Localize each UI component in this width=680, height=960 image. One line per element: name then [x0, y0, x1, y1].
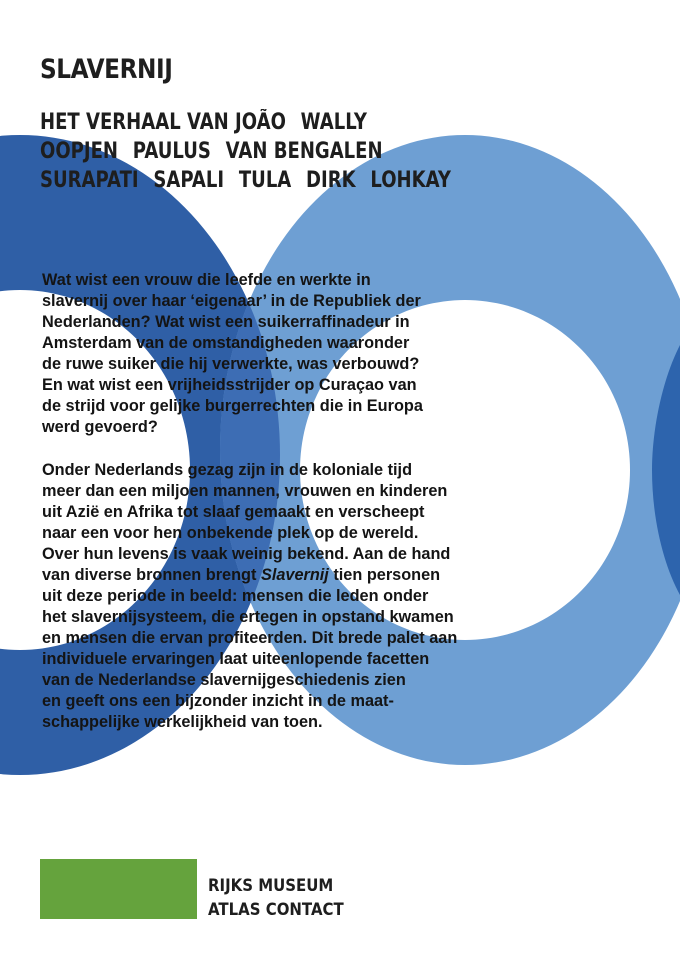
publisher-atlas-contact: ATLAS CONTACT: [208, 900, 344, 920]
book-title: SLAVERNIJ: [40, 54, 173, 85]
intro-paragraph: [42, 270, 642, 438]
text-line: de ruwe suiker die hij verwerkte, was verbouwd?: [42, 355, 420, 373]
text-line: En wat wist een vrijheidsstrijder op Curaçao van: [42, 376, 417, 394]
name-label: SURAPATI: [40, 168, 139, 193]
name-label: TULA: [238, 168, 292, 193]
text-line: Amsterdam van de omstandigheden waaronder: [42, 334, 410, 352]
name-label: SAPALI: [153, 168, 225, 193]
subtitle-row: [40, 166, 466, 195]
text-line: Nederlanden? Wat wist een suikerraffinadeur in: [42, 313, 410, 331]
name-label: WALLY: [300, 110, 367, 135]
publisher-rijksmuseum: RIJKS MUSEUM: [208, 876, 334, 896]
text-line: werd gevoerd?: [42, 418, 158, 436]
publisher-names: [208, 874, 344, 922]
subtitle-names: [40, 108, 466, 195]
name-label: LOHKAY: [370, 168, 451, 193]
subtitle-row: [40, 137, 466, 166]
body-paragraph: [42, 460, 642, 733]
name-label: HET VERHAAL VAN JOÃO: [40, 110, 286, 135]
body-text: Onder Nederlands gezag zijn in de koloniale tijd meer dan een miljoen mannen, vrouwen en kinderen uit Azië en Afrika tot slaaf gemaakt en verscheept naar een voor hen onbekende plek op de wereld. Over hun levens is vaak weinig bekend. Aan de hand van diverse bronnen brengt: [42, 461, 451, 584]
text-line: Wat wist een vrouw die leefde en werkte in: [42, 271, 371, 289]
body-text: tien personen uit deze periode in beeld: mensen die leden onder het slavernijsysteem, die ertegen in opstand kwamen en mensen die ervan profiteerden. Dit brede palet aan individuele ervaringen laat uiteenlopende facetten van de Nederlandse slavernijgeschiedenis zien en geeft ons een bijzonder inzicht in de maat- schappelijke werkelijkheid van toen.: [42, 566, 458, 731]
name-label: PAULUS: [132, 139, 211, 164]
name-label: DIRK: [306, 168, 356, 193]
book-title-italic: Slavernij: [260, 566, 329, 584]
name-label: OOPJEN: [40, 139, 119, 164]
green-logo-block: [40, 859, 197, 919]
text-line: de strijd voor gelijke burgerrechten die in Europa: [42, 397, 423, 415]
subtitle-row: [40, 108, 466, 137]
name-label: VAN BENGALEN: [225, 139, 383, 164]
text-line: slavernij over haar ‘eigenaar’ in de Republiek der: [42, 292, 421, 310]
